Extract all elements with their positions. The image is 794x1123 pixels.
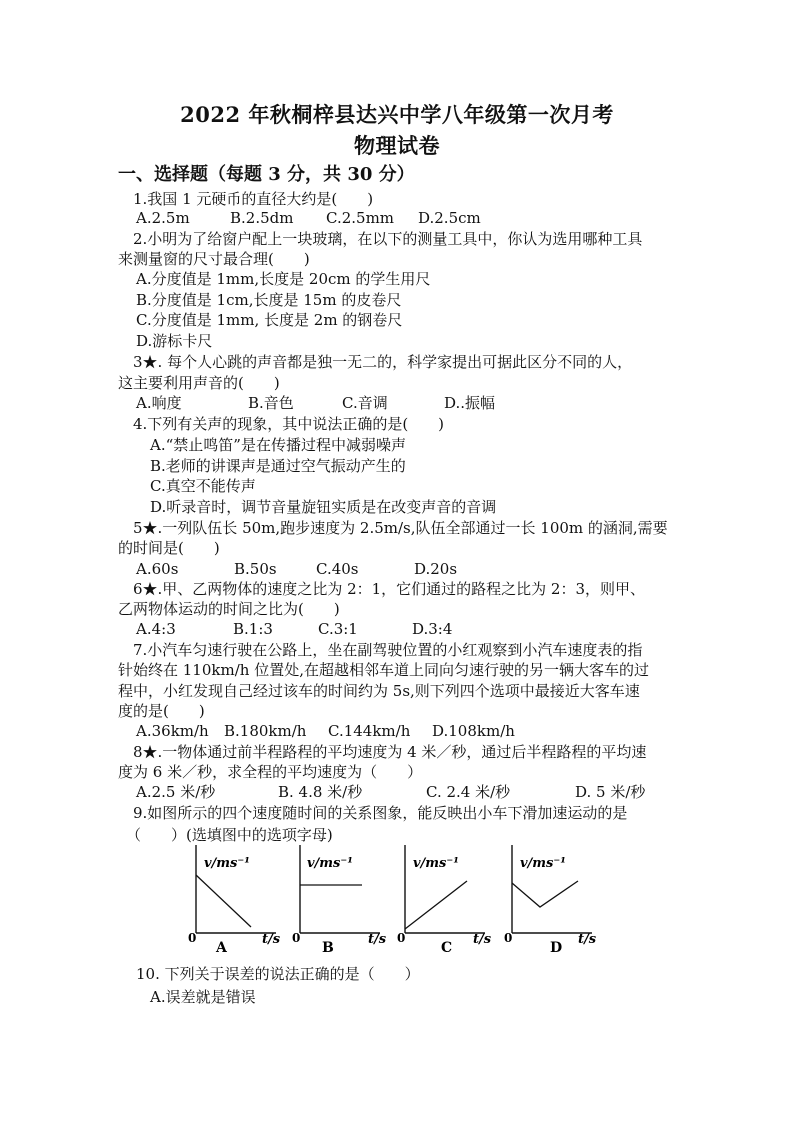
option-d: D.20s xyxy=(414,560,458,578)
question-7-stem-cont-1: 针始终在 110km/h 位置处,在超越相邻车道上同向匀速行驶的另一辆大客车的过 xyxy=(118,661,649,679)
question-1-stem: 1.我国 1 元硬币的直径大约是( ) xyxy=(133,190,374,208)
option-d: D.游标卡尺 xyxy=(136,332,213,350)
option-b: B.180km/h xyxy=(224,722,307,740)
option-c: C. 2.4 米/秒 xyxy=(426,783,511,801)
question-8-stem-cont: 度为 6 米／秒，求全程的平均速度为（ ） xyxy=(118,763,423,781)
exam-subtitle: 物理试卷 xyxy=(354,133,440,158)
graph-a-xlabel: t/s xyxy=(262,932,281,947)
option-a: A.4:3 xyxy=(136,620,176,638)
option-d: D.听录音时，调节音量旋钮实质是在改变声音的音调 xyxy=(150,498,497,516)
graph-c-letter: C xyxy=(441,940,453,956)
option-c: C.分度值是 1mm, 长度是 2m 的钢卷尺 xyxy=(136,311,403,329)
option-a: A.“禁止鸣笛”是在传播过程中减弱噪声 xyxy=(150,436,406,454)
graph-c xyxy=(397,845,492,956)
option-d: D.3:4 xyxy=(412,620,453,638)
question-4-stem: 4.下列有关声的现象，其中说法正确的是( ) xyxy=(133,415,445,433)
graph-d-line xyxy=(512,881,578,907)
option-c: C.真空不能传声 xyxy=(150,477,256,495)
option-b: B. 4.8 米/秒 xyxy=(278,783,363,801)
option-b: B.分度值是 1cm,长度是 15m 的皮卷尺 xyxy=(136,291,402,309)
option-b: B.50s xyxy=(234,560,277,578)
question-7-stem-cont-2: 程中，小红发现自己经过该车的时间约为 5s,则下列四个选项中最接近大客车速 xyxy=(118,682,640,700)
option-d: D.108km/h xyxy=(432,722,515,740)
question-9-stem-cont: （ ）(选填图中的选项字母) xyxy=(126,826,333,844)
graph-d-xlabel: t/s xyxy=(578,932,597,947)
question-6-stem: 6★.甲、乙两物体的速度之比为 2：1，它们通过的路程之比为 2：3，则甲、 xyxy=(133,580,646,598)
option-b: B.老师的讲课声是通过空气振动产生的 xyxy=(150,457,406,475)
option-a: A.36km/h xyxy=(136,722,209,740)
graph-b xyxy=(292,845,387,956)
graph-a-line xyxy=(196,875,251,927)
graph-a xyxy=(188,845,281,956)
question-10-stem: 10. 下列关于误差的说法正确的是（ ） xyxy=(136,965,420,983)
option-c: C.144km/h xyxy=(328,722,411,740)
question-3-stem: 3★. 每个人心跳的声音都是独一无二的，科学家提出可据此区分不同的人， xyxy=(133,353,633,371)
option-b: B.音色 xyxy=(248,394,294,412)
graph-b-xlabel: t/s xyxy=(368,932,387,947)
option-b: B.2.5dm xyxy=(230,209,294,227)
question-3-stem-cont: 这主要利用声音的( ) xyxy=(118,374,280,392)
velocity-time-graphs xyxy=(0,845,794,965)
option-a: A.分度值是 1mm,长度是 20cm 的学生用尺 xyxy=(136,270,431,288)
option-a: A.2.5 米/秒 xyxy=(136,783,216,801)
graph-c-origin: 0 xyxy=(397,931,406,945)
option-d: D. 5 米/秒 xyxy=(575,783,646,801)
question-5-stem: 5★.一列队伍长 50m,跑步速度为 2.5m/s,队伍全部通过一长 100m 的涵洞,需要 xyxy=(133,519,668,537)
exam-title: 2022 年秋桐梓县达兴中学八年级第一次月考 xyxy=(180,102,614,127)
option-c: C.音调 xyxy=(342,394,388,412)
question-8-stem: 8★.一物体通过前半程路程的平均速度为 4 米／秒，通过后半程路程的平均速 xyxy=(133,743,647,761)
graph-a-ylabel: v/ms⁻¹ xyxy=(204,856,250,871)
option-c: C.2.5mm xyxy=(326,209,395,227)
option-c: C.3:1 xyxy=(318,620,358,638)
question-5-stem-cont: 的时间是( ) xyxy=(118,539,220,557)
graph-c-xlabel: t/s xyxy=(473,932,492,947)
option-a: A.2.5m xyxy=(136,209,190,227)
graph-a-letter: A xyxy=(216,940,227,956)
question-7-stem: 7.小汽车匀速行驶在公路上，坐在副驾驶位置的小红观察到小汽车速度表的指 xyxy=(133,641,643,659)
option-a: A.误差就是错误 xyxy=(150,988,256,1006)
graph-c-ylabel: v/ms⁻¹ xyxy=(413,856,459,871)
question-9-stem: 9.如图所示的四个速度随时间的关系图象，能反映出小车下滑加速运动的是 xyxy=(133,804,628,822)
question-2-stem: 2.小明为了给窗户配上一块玻璃，在以下的测量工具中，你认为选用哪种工具 xyxy=(133,230,643,248)
option-b: B.1:3 xyxy=(233,620,273,638)
option-c: C.40s xyxy=(316,560,359,578)
graph-d-ylabel: v/ms⁻¹ xyxy=(520,856,566,871)
section-heading: 一、选择题（每题 3 分，共 30 分） xyxy=(118,164,415,185)
graph-a-origin: 0 xyxy=(188,931,197,945)
question-6-stem-cont: 乙两物体运动的时间之比为( ) xyxy=(118,600,340,618)
graph-d xyxy=(504,845,597,956)
option-d: D..振幅 xyxy=(444,394,496,412)
graph-b-ylabel: v/ms⁻¹ xyxy=(307,856,353,871)
graph-b-origin: 0 xyxy=(292,931,301,945)
graph-d-origin: 0 xyxy=(504,931,513,945)
question-2-stem-cont: 来测量窗的尺寸最合理( ) xyxy=(118,250,310,268)
question-7-stem-cont-3: 度的是( ) xyxy=(118,702,205,720)
option-a: A.60s xyxy=(136,560,179,578)
graph-d-letter: D xyxy=(550,940,563,956)
option-d: D.2.5cm xyxy=(418,209,481,227)
graph-b-letter: B xyxy=(322,940,334,956)
graph-c-line xyxy=(405,881,467,929)
option-a: A.响度 xyxy=(136,394,182,412)
